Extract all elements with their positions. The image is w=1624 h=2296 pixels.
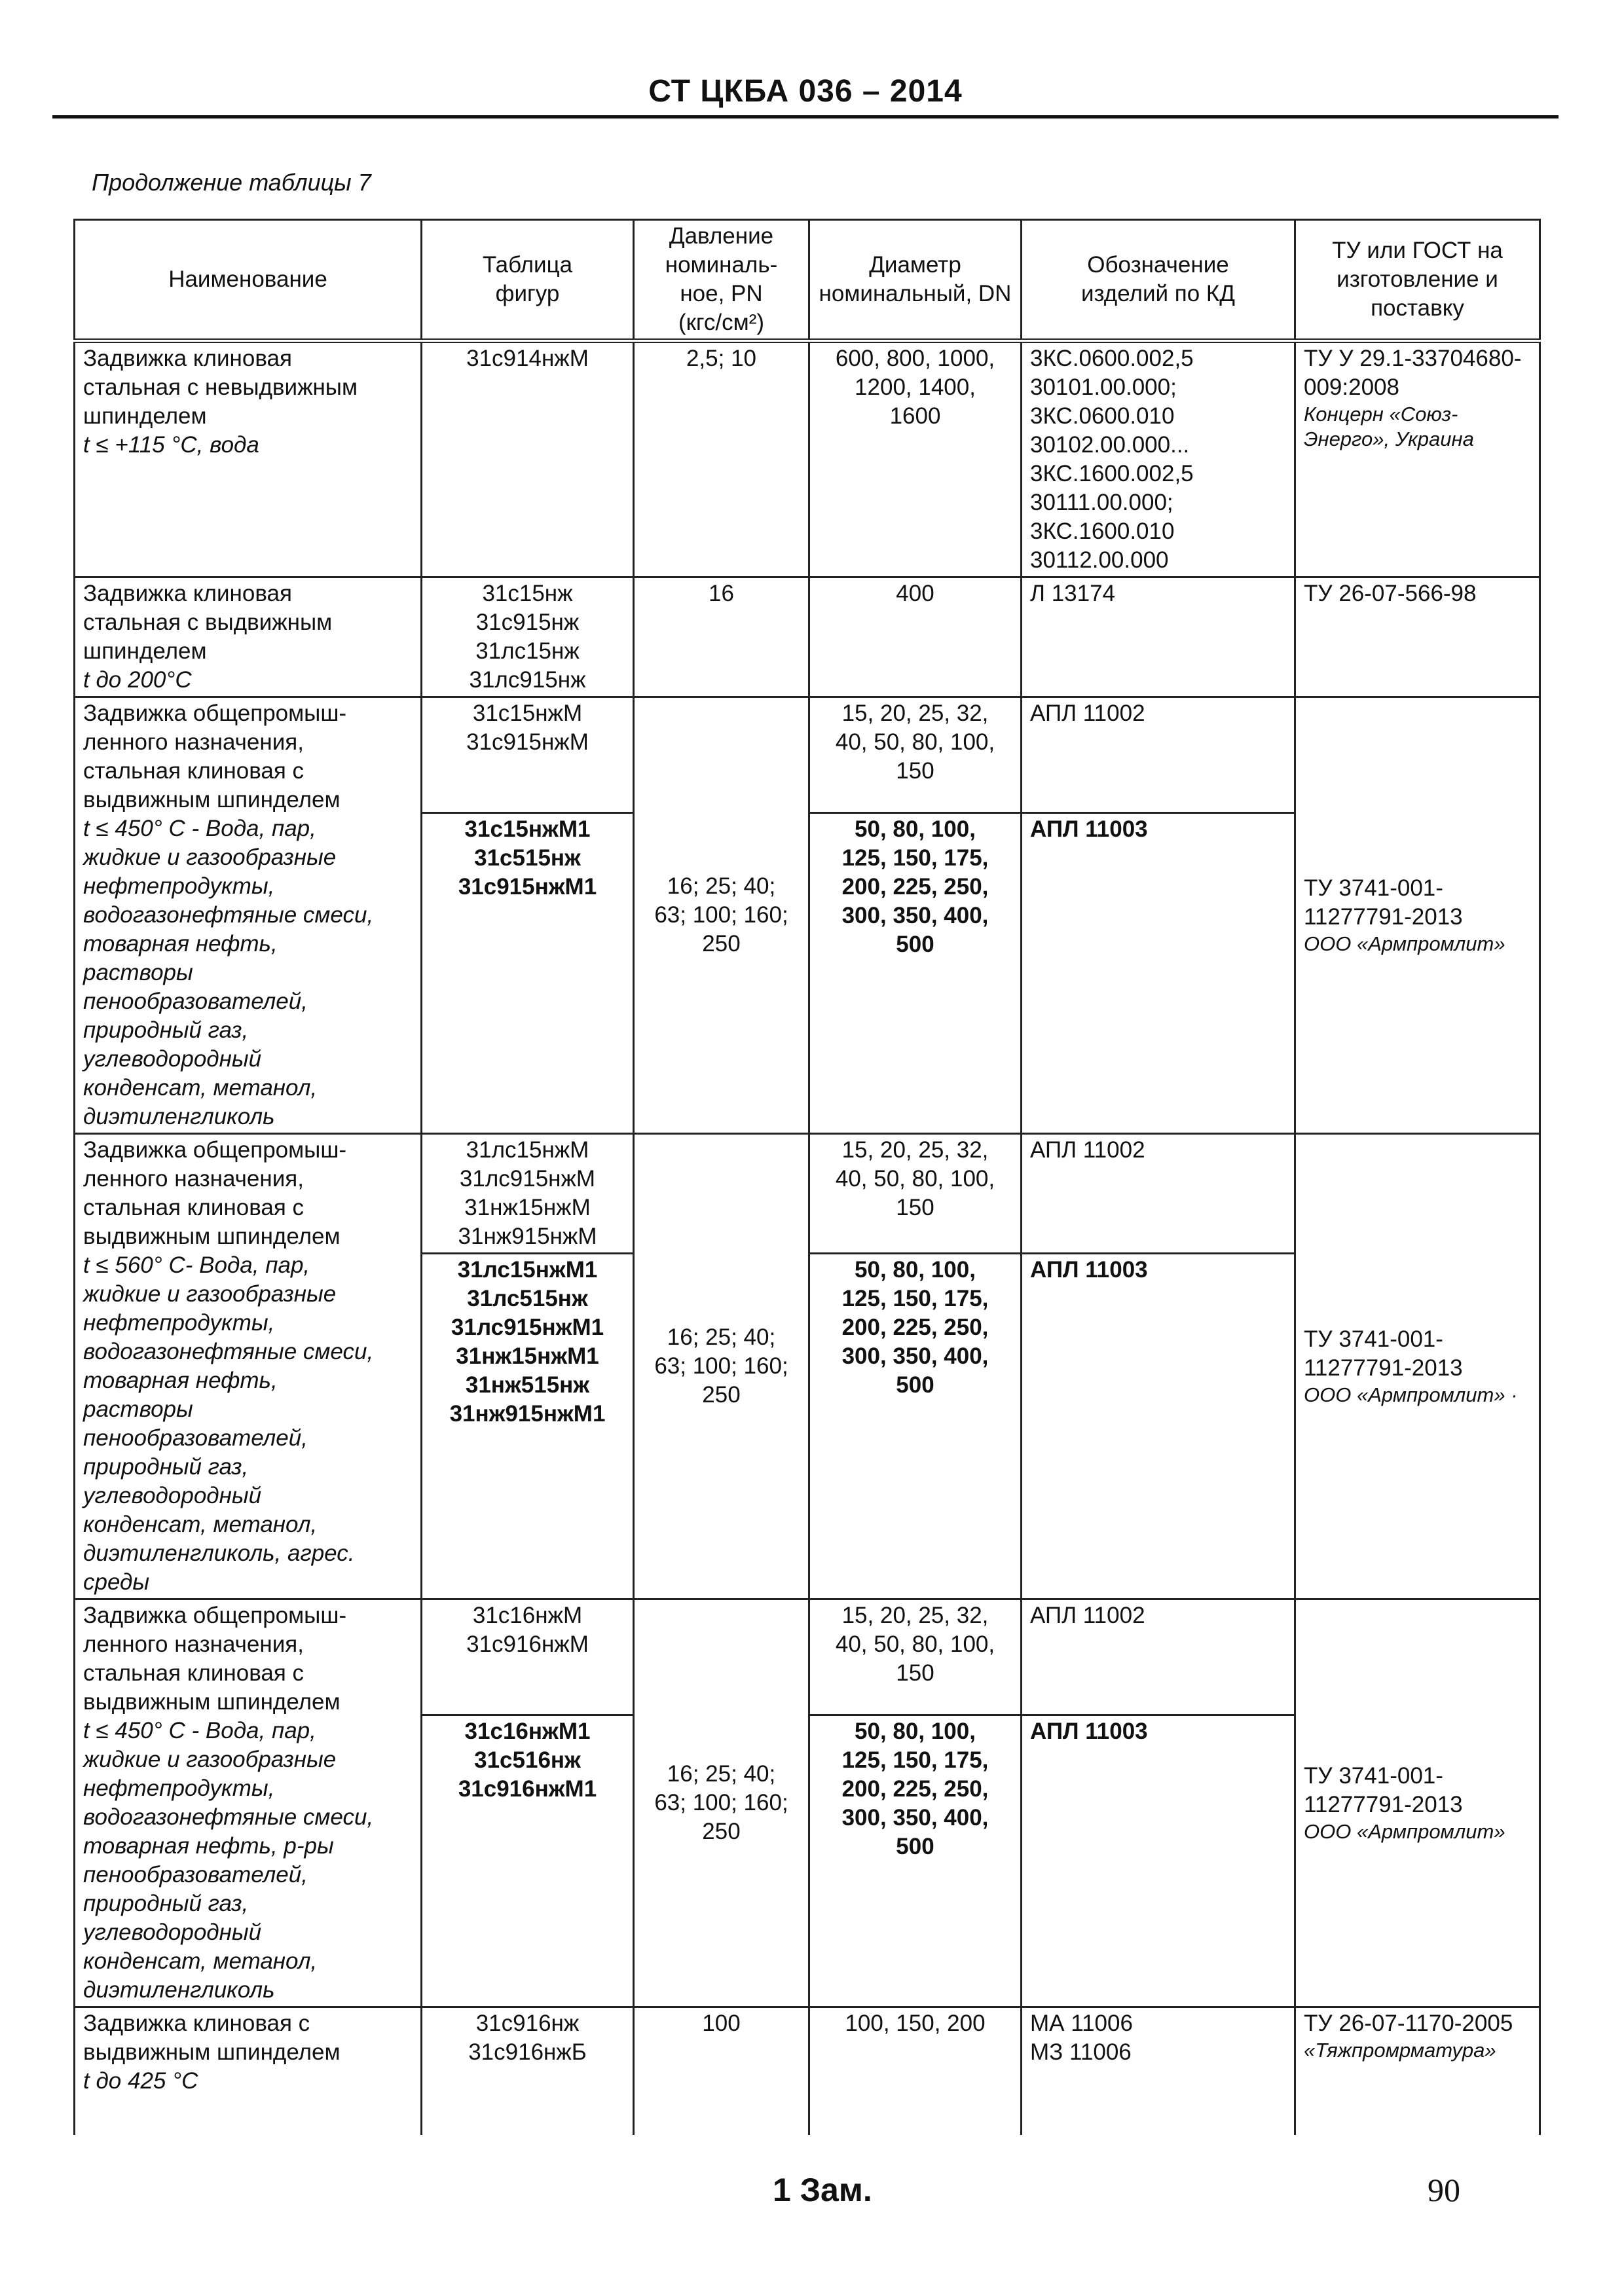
figure-line: 31нж915нжМ	[458, 1224, 597, 1249]
diameter-line: 15, 20, 25, 32,	[841, 701, 989, 726]
cell-diameter-m1	[809, 813, 1022, 1134]
cell-designation-m1	[1022, 1254, 1295, 1599]
cell-pressure	[634, 2007, 809, 2136]
diameter-line: 300, 350, 400,	[841, 1805, 989, 1831]
figure-line: 31лс915нж	[469, 667, 586, 693]
name-conditions-line: водогазонефтяные смеси,	[83, 902, 374, 928]
figure-line: 31нж15нжМ1	[456, 1343, 599, 1369]
name-conditions-line: растворы	[83, 1396, 193, 1422]
diameter-line: 500	[896, 1834, 934, 1859]
figure-line: 31с915нж	[475, 610, 580, 635]
figure-line: 31с915нжМ1	[458, 874, 597, 900]
pressure-line: 63; 100; 160;	[654, 902, 788, 928]
name-line: Задвижка общепромыш-	[83, 1137, 347, 1163]
name-conditions-line: природный газ,	[83, 1017, 249, 1043]
name-conditions-line: пенообразователей,	[83, 989, 308, 1014]
figure-line: 31с916нжМ	[466, 1631, 589, 1657]
designation-line: 30101.00.000;	[1030, 374, 1177, 400]
name-conditions-line: диэтиленгликоль	[83, 1104, 275, 1129]
cell-diameter-m1	[809, 1254, 1022, 1599]
column-header-pressure	[634, 220, 809, 341]
cell-figures	[422, 697, 634, 813]
name-conditions-line: углеводородный	[83, 1046, 262, 1072]
diameter-line: 400	[896, 581, 934, 606]
spec-line: 11277791-2013	[1304, 1792, 1463, 1817]
figure-line: 31с916нж	[475, 2011, 580, 2036]
figure-line: 31с16нжМ	[472, 1603, 583, 1628]
cell-spec	[1295, 577, 1540, 697]
name-line: стальная клиновая с	[83, 1660, 304, 1686]
pressure-line: 63; 100; 160;	[654, 1790, 788, 1815]
diameter-line: 200, 225, 250,	[841, 1315, 989, 1340]
designation-line: 3КС.1600.010	[1030, 519, 1175, 544]
figure-line: 31с916нжБ	[468, 2039, 587, 2065]
column-header-designation-text: Обозначение изделий по КД	[1080, 252, 1236, 306]
name-conditions-line: природный газ,	[83, 1454, 249, 1480]
pressure-line: 63; 100; 160;	[654, 1353, 788, 1379]
name-conditions-line: t до 425 °С	[83, 2068, 198, 2094]
name-conditions-line: нефтепродукты,	[83, 1310, 275, 1336]
table-row	[75, 697, 1540, 813]
name-line: Задвижка клиновая	[83, 346, 292, 371]
cell-name	[75, 697, 422, 1134]
diameter-line: 1600	[889, 403, 941, 429]
name-conditions-line: пенообразователей,	[83, 1425, 308, 1451]
name-line: Задвижка общепромыш-	[83, 1603, 347, 1628]
name-conditions-line: растворы	[83, 960, 193, 985]
name-line: шпинделем	[83, 403, 207, 429]
designation-line: 30111.00.000;	[1030, 490, 1173, 515]
spec-line: 11277791-2013	[1304, 1355, 1463, 1381]
diameter-line: 500	[896, 1372, 934, 1398]
diameter-line: 125, 150, 175,	[841, 1286, 989, 1311]
figure-line: 31лс915нжМ1	[451, 1315, 604, 1340]
name-conditions-line: среды	[83, 1569, 150, 1595]
diameter-line: 100, 150, 200	[845, 2011, 986, 2036]
diameter-line: 15, 20, 25, 32,	[841, 1137, 989, 1163]
name-conditions-line: конденсат, метанол,	[83, 1075, 318, 1101]
name-conditions-line: пенообразователей,	[83, 1862, 308, 1887]
name-conditions-line: водогазонефтяные смеси,	[83, 1804, 374, 1830]
cell-diameter	[809, 577, 1022, 697]
name-conditions-line: товарная нефть,	[83, 931, 278, 957]
designation-line: Л 13174	[1030, 581, 1116, 606]
cell-pressure	[634, 1134, 809, 1599]
cell-figures	[422, 1599, 634, 1715]
figure-line: 31нж515нж	[465, 1372, 590, 1398]
spec-maker-line: ООО «Армпромлит» ·	[1304, 1383, 1518, 1406]
figure-line: 31с515нж	[474, 845, 581, 871]
name-conditions-line: углеводородный	[83, 1920, 262, 1945]
table-row	[75, 2007, 1540, 2136]
cell-spec	[1295, 1134, 1540, 1599]
name-conditions-line: диэтиленгликоль, агрес.	[83, 1540, 355, 1566]
designation-line: АПЛ 11003	[1030, 1719, 1148, 1744]
cell-figures-m1	[422, 1254, 634, 1599]
name-conditions-line: жидкие и газообразные	[83, 1281, 337, 1307]
spec-maker-line: ООО «Армпромлит»	[1304, 1820, 1505, 1843]
name-conditions-line: конденсат, метанол,	[83, 1512, 318, 1537]
designation-line: 3КС.1600.002,5	[1030, 461, 1194, 486]
table-caption: Продолжение таблицы 7	[92, 169, 371, 196]
column-header-designation	[1022, 220, 1295, 341]
spec-line: ТУ 26-07-1170-2005	[1304, 2011, 1513, 2036]
figure-line: 31с15нж	[482, 581, 573, 606]
name-conditions-line: t до 200°С	[83, 667, 192, 693]
diameter-line: 200, 225, 250,	[841, 1776, 989, 1802]
column-header-pressure-text: Давление номиналь-ное, PN (кгс/см²)	[665, 223, 778, 335]
diameter-line: 40, 50, 80, 100,	[835, 1631, 995, 1657]
diameter-line: 150	[896, 1195, 934, 1220]
name-conditions-line: товарная нефть, р-ры	[83, 1833, 334, 1859]
name-conditions-line: жидкие и газообразные	[83, 845, 337, 870]
figure-line: 31лс915нжМ	[459, 1166, 596, 1192]
designation-line: АПЛ 11002	[1030, 1137, 1145, 1163]
pressure-line: 16; 25; 40;	[667, 1761, 776, 1787]
spec-line: ТУ 3741-001-	[1304, 875, 1443, 901]
table-row	[75, 1134, 1540, 1254]
diameter-line: 40, 50, 80, 100,	[835, 729, 995, 755]
name-conditions-line: t ≤ 560° С- Вода, пар,	[83, 1252, 310, 1278]
cell-figures	[422, 577, 634, 697]
name-conditions-line: t ≤ 450° С - Вода, пар,	[83, 816, 316, 841]
cell-figures-m1	[422, 1715, 634, 2007]
designation-line: АПЛ 11002	[1030, 1603, 1145, 1628]
name-conditions-line: нефтепродукты,	[83, 1776, 275, 1801]
name-conditions-line: t ≤ +115 °С, вода	[83, 432, 259, 458]
spec-maker-line: Концерн «Союз-	[1304, 403, 1458, 426]
table-row	[75, 341, 1540, 577]
diameter-line: 15, 20, 25, 32,	[841, 1603, 989, 1628]
name-line: стальная с выдвижным	[83, 610, 333, 635]
pressure-line: 16; 25; 40;	[667, 873, 776, 899]
spec-table	[73, 219, 1541, 2135]
designation-line: МА 11006	[1030, 2011, 1133, 2036]
figure-line: 31с16нжМ1	[464, 1719, 591, 1744]
diameter-line: 50, 80, 100,	[855, 1257, 976, 1283]
spec-maker-line: «Тяжпромрматура»	[1304, 2039, 1496, 2062]
cell-designation	[1022, 1134, 1295, 1254]
cell-spec	[1295, 697, 1540, 1134]
pressure-line: 250	[702, 1382, 741, 1408]
cell-designation-m1	[1022, 1715, 1295, 2007]
cell-figures	[422, 2007, 634, 2136]
diameter-line: 200, 225, 250,	[841, 874, 989, 900]
cell-diameter	[809, 2007, 1022, 2136]
spec-maker-line: ООО «Армпромлит»	[1304, 932, 1505, 955]
cell-diameter	[809, 1134, 1022, 1254]
name-conditions-line: водогазонефтяные смеси,	[83, 1339, 374, 1364]
cell-figures	[422, 341, 634, 577]
header-rule	[52, 115, 1559, 118]
cell-diameter	[809, 697, 1022, 813]
figure-line: 31лс15нж	[475, 638, 580, 664]
cell-designation	[1022, 577, 1295, 697]
pressure-line: 250	[702, 931, 741, 957]
figure-line: 31с915нжМ	[466, 729, 589, 755]
cell-diameter	[809, 341, 1022, 577]
cell-name	[75, 577, 422, 697]
name-line: выдвижным шпинделем	[83, 1689, 341, 1715]
designation-line: АПЛ 11003	[1030, 816, 1148, 842]
spec-line: ТУ 26-07-566-98	[1304, 581, 1477, 606]
cell-name	[75, 341, 422, 577]
figure-line: 31с15нжМ1	[464, 816, 591, 842]
column-header-figures-text: Таблица фигур	[482, 252, 573, 306]
figure-line: 31лс15нжМ1	[457, 1257, 598, 1283]
table-body	[75, 341, 1540, 2136]
diameter-line: 300, 350, 400,	[841, 1343, 989, 1369]
name-conditions-line: конденсат, метанол,	[83, 1948, 318, 1974]
pressure-line: 2,5; 10	[686, 346, 757, 371]
table-header-row	[75, 220, 1540, 341]
spec-line: ТУ 3741-001-	[1304, 1763, 1443, 1789]
pressure-line: 16; 25; 40;	[667, 1324, 776, 1350]
pressure-line: 16	[709, 581, 734, 606]
spec-table-wrapper	[73, 219, 1539, 2135]
cell-figures-m1	[422, 813, 634, 1134]
diameter-line: 125, 150, 175,	[841, 1747, 989, 1773]
diameter-line: 150	[896, 1660, 934, 1686]
name-conditions-line: t ≤ 450° С - Вода, пар,	[83, 1718, 316, 1743]
designation-line: АПЛ 11003	[1030, 1257, 1148, 1283]
edition-label: 1 Зам.	[773, 2172, 872, 2208]
cell-designation	[1022, 341, 1295, 577]
diameter-line: 500	[896, 932, 934, 957]
name-line: Задвижка клиновая	[83, 581, 292, 606]
cell-spec	[1295, 341, 1540, 577]
name-conditions-line: природный газ,	[83, 1891, 249, 1916]
name-line: ленного назначения,	[83, 1166, 304, 1192]
cell-pressure	[634, 1599, 809, 2007]
name-conditions-line: углеводородный	[83, 1483, 262, 1508]
cell-designation	[1022, 697, 1295, 813]
designation-line: 3КС.0600.002,5	[1030, 346, 1194, 371]
pressure-line: 100	[702, 2011, 741, 2036]
name-line: Задвижка общепромыш-	[83, 701, 347, 726]
cell-name	[75, 1134, 422, 1599]
name-line: выдвижным шпинделем	[83, 2039, 341, 2065]
cell-spec	[1295, 1599, 1540, 2007]
table-row	[75, 1599, 1540, 1715]
cell-name	[75, 2007, 422, 2136]
figure-line: 31лс515нж	[467, 1286, 588, 1311]
spec-line: ТУ 3741-001-	[1304, 1326, 1443, 1352]
designation-line: 30102.00.000...	[1030, 432, 1190, 458]
figure-line: 31с914нжМ	[466, 346, 589, 371]
cell-pressure	[634, 577, 809, 697]
diameter-line: 600, 800, 1000,	[835, 346, 995, 371]
cell-diameter	[809, 1599, 1022, 1715]
designation-line: МЗ 11006	[1030, 2039, 1132, 2065]
figure-line: 31нж915нжМ1	[449, 1401, 606, 1427]
column-header-figures	[422, 220, 634, 341]
name-conditions-line: нефтепродукты,	[83, 873, 275, 899]
cell-designation	[1022, 2007, 1295, 2136]
cell-pressure	[634, 341, 809, 577]
diameter-line: 40, 50, 80, 100,	[835, 1166, 995, 1192]
spec-maker-line: Энерго», Украина	[1304, 428, 1474, 450]
cell-designation-m1	[1022, 813, 1295, 1134]
figure-line: 31с15нжМ	[472, 701, 583, 726]
diameter-line: 300, 350, 400,	[841, 903, 989, 928]
figure-line: 31с516нж	[474, 1747, 581, 1773]
diameter-line: 50, 80, 100,	[855, 816, 976, 842]
name-line: стальная клиновая с	[83, 1195, 304, 1220]
cell-diameter-m1	[809, 1715, 1022, 2007]
name-conditions-line: жидкие и газообразные	[83, 1747, 337, 1772]
cell-pressure	[634, 697, 809, 1134]
diameter-line: 1200, 1400,	[855, 374, 976, 400]
name-line: выдвижным шпинделем	[83, 1224, 341, 1249]
cell-figures	[422, 1134, 634, 1254]
name-line: стальная с невыдвижным	[83, 374, 358, 400]
document-header: СТ ЦКБА 036 – 2014	[648, 74, 963, 109]
spec-line: 11277791-2013	[1304, 904, 1463, 930]
cell-name	[75, 1599, 422, 2007]
name-line: ленного назначения,	[83, 729, 304, 755]
column-header-diameter: Диаметр номинальный, DN	[809, 220, 1022, 341]
designation-line: 30112.00.000	[1030, 547, 1169, 573]
figure-line: 31с916нжМ1	[458, 1776, 597, 1802]
spec-line: ТУ У 29.1-33704680-	[1304, 346, 1522, 371]
diameter-line: 125, 150, 175,	[841, 845, 989, 871]
designation-line: АПЛ 11002	[1030, 701, 1145, 726]
cell-designation	[1022, 1599, 1295, 1715]
column-header-name: Наименование	[75, 220, 422, 341]
designation-line: 3КС.0600.010	[1030, 403, 1175, 429]
name-line: стальная клиновая с	[83, 758, 304, 784]
diameter-line: 50, 80, 100,	[855, 1719, 976, 1744]
pressure-line: 250	[702, 1819, 741, 1844]
page-number: 90	[1428, 2172, 1460, 2208]
figure-line: 31лс15нжМ	[466, 1137, 589, 1163]
name-conditions-line: диэтиленгликоль	[83, 1977, 275, 2003]
name-line: выдвижным шпинделем	[83, 787, 341, 812]
cell-spec	[1295, 2007, 1540, 2136]
name-conditions-line: товарная нефть,	[83, 1368, 278, 1393]
figure-line: 31нж15нжМ	[464, 1195, 591, 1220]
spec-line: 009:2008	[1304, 374, 1399, 400]
column-header-spec: ТУ или ГОСТ на изготовление и поставку	[1295, 220, 1540, 341]
name-line: шпинделем	[83, 638, 207, 664]
name-line: ленного назначения,	[83, 1631, 304, 1657]
diameter-line: 150	[896, 758, 934, 784]
name-line: Задвижка клиновая с	[83, 2011, 310, 2036]
table-row	[75, 577, 1540, 697]
